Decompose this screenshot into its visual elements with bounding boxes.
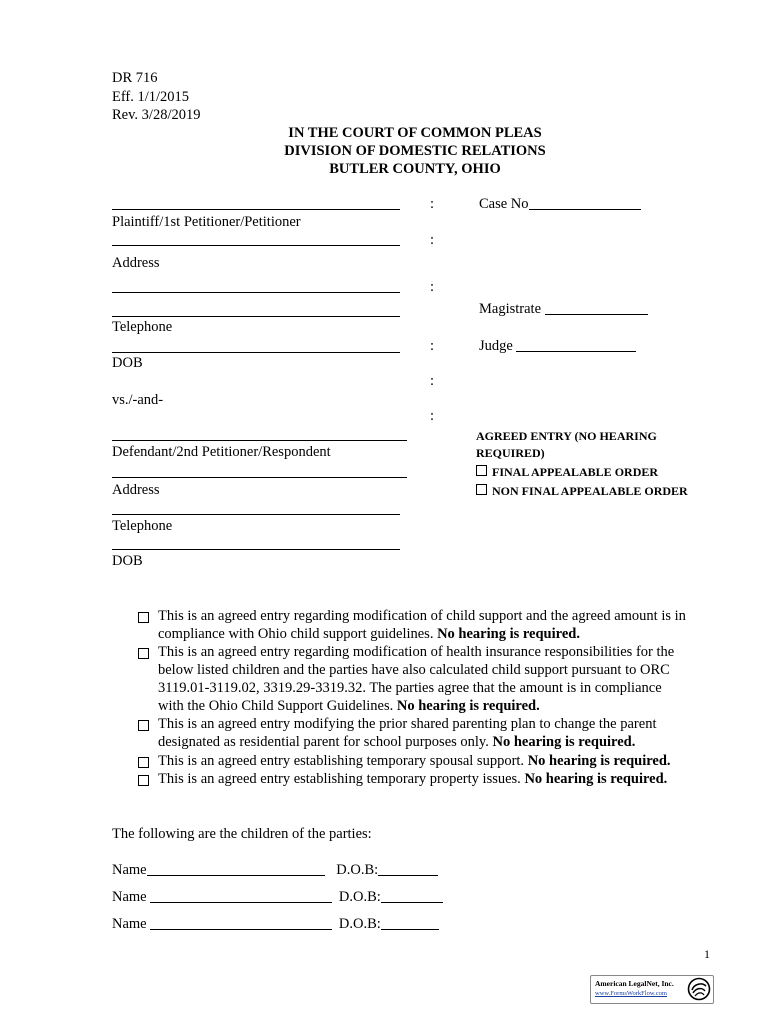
caption-colon: : bbox=[430, 196, 435, 212]
option-text-2-line-4: with the Ohio Child Support Guidelines. No hearing is required. bbox=[158, 698, 540, 714]
caption-colon: : bbox=[430, 279, 435, 295]
plaintiff-telephone-label: Telephone bbox=[112, 319, 173, 335]
option-checkbox-1[interactable] bbox=[138, 612, 149, 623]
publisher-logo bbox=[590, 975, 714, 1004]
plaintiff-dob-line[interactable] bbox=[112, 352, 400, 353]
option-text-3-line-2: designated as residential parent for school purposes only. No hearing is required. bbox=[158, 734, 636, 750]
vs-label: vs./-and- bbox=[112, 392, 164, 408]
defendant-telephone-line[interactable] bbox=[112, 514, 400, 515]
effective-date: Eff. 1/1/2015 bbox=[112, 89, 190, 105]
option-checkbox-5[interactable] bbox=[138, 775, 149, 786]
plaintiff-telephone-line[interactable] bbox=[112, 316, 400, 317]
child-row bbox=[112, 889, 443, 906]
defendant-dob-line[interactable] bbox=[112, 549, 400, 550]
publisher-name: American LegalNet, Inc. bbox=[595, 979, 674, 988]
option-checkbox-3[interactable] bbox=[138, 720, 149, 731]
child-dob-blank[interactable] bbox=[381, 889, 443, 903]
magistrate-field[interactable] bbox=[479, 301, 648, 318]
judge-field[interactable] bbox=[479, 338, 636, 355]
plaintiff-name-line[interactable] bbox=[112, 209, 400, 210]
option-text-3-line-1: This is an agreed entry modifying the prior shared parenting plan to change the parent bbox=[158, 716, 657, 732]
case-number-label: Case No bbox=[479, 196, 529, 212]
child-dob-blank[interactable] bbox=[381, 916, 439, 930]
child-dob-label: D.O.B: bbox=[338, 889, 381, 905]
final-order-option[interactable] bbox=[476, 464, 658, 481]
child-dob-label: D.O.B: bbox=[338, 916, 381, 932]
caption-colon: : bbox=[430, 232, 435, 248]
publisher-website[interactable]: www.FormsWorkFlow.com bbox=[595, 990, 667, 997]
court-name: IN THE COURT OF COMMON PLEAS bbox=[288, 125, 542, 141]
option-text-2-line-1: This is an agreed entry regarding modification of health insurance responsibilities for the bbox=[158, 644, 675, 660]
entry-title-cont: REQUIRED) bbox=[476, 446, 545, 460]
child-name-label: Name bbox=[112, 862, 147, 878]
court-division: DIVISION OF DOMESTIC RELATIONS bbox=[284, 143, 546, 159]
option-text-2-line-2: below listed children and the parties have also calculated child support pursuant to ORC bbox=[158, 662, 670, 678]
defendant-address-line[interactable] bbox=[112, 477, 407, 478]
non-final-order-label: NON FINAL APPEALABLE ORDER bbox=[492, 484, 688, 498]
child-name-blank[interactable] bbox=[150, 889, 332, 903]
final-order-label: FINAL APPEALABLE ORDER bbox=[492, 465, 659, 479]
child-name-blank[interactable] bbox=[150, 916, 332, 930]
defendant-name-line[interactable] bbox=[112, 440, 407, 441]
magistrate-blank[interactable] bbox=[545, 301, 648, 315]
plaintiff-address-label: Address bbox=[112, 255, 160, 271]
option-checkbox-2[interactable] bbox=[138, 648, 149, 659]
form-id: DR 716 bbox=[112, 70, 158, 86]
option-text-5: This is an agreed entry establishing temporary property issues. No hearing is required. bbox=[158, 771, 668, 787]
page-number: 1 bbox=[704, 947, 710, 961]
caption-colon: : bbox=[430, 373, 435, 389]
final-order-checkbox[interactable] bbox=[476, 465, 487, 476]
child-row bbox=[112, 862, 438, 879]
plaintiff-label: Plaintiff/1st Petitioner/Petitioner bbox=[112, 214, 301, 230]
case-number-blank[interactable] bbox=[529, 196, 641, 210]
child-dob-label: D.O.B: bbox=[336, 862, 379, 878]
defendant-telephone-label: Telephone bbox=[112, 518, 173, 534]
judge-label: Judge bbox=[479, 338, 513, 354]
case-number-field[interactable] bbox=[479, 196, 641, 213]
child-name-label: Name bbox=[112, 889, 147, 905]
plaintiff-address-line-2[interactable] bbox=[112, 292, 400, 293]
magistrate-label: Magistrate bbox=[479, 301, 542, 317]
non-final-order-checkbox[interactable] bbox=[476, 484, 487, 495]
defendant-label: Defendant/2nd Petitioner/Respondent bbox=[112, 444, 331, 460]
option-text-4: This is an agreed entry establishing temporary spousal support. No hearing is required. bbox=[158, 753, 671, 769]
plaintiff-dob-label: DOB bbox=[112, 355, 143, 371]
child-row bbox=[112, 916, 439, 933]
judge-blank[interactable] bbox=[516, 338, 636, 352]
caption-colon: : bbox=[430, 408, 435, 424]
entry-title: AGREED ENTRY (NO HEARING bbox=[476, 429, 657, 443]
child-dob-blank[interactable] bbox=[378, 862, 438, 876]
revised-date: Rev. 3/28/2019 bbox=[112, 107, 201, 123]
option-text-1-line-2: compliance with Ohio child support guidelines. No hearing is required. bbox=[158, 626, 580, 642]
defendant-dob-label: DOB bbox=[112, 553, 143, 569]
caption-colon: : bbox=[430, 338, 435, 354]
children-intro: The following are the children of the parties: bbox=[112, 826, 372, 842]
globe-swirl-icon bbox=[687, 977, 711, 1001]
child-name-blank[interactable] bbox=[147, 862, 325, 876]
plaintiff-address-line-1[interactable] bbox=[112, 245, 400, 246]
option-text-2-line-3: 3119.01-3119.02, 3319.29-3319.32. The parties agree that the amount is in compliance bbox=[158, 680, 662, 696]
option-text-1-line-1: This is an agreed entry regarding modification of child support and the agreed amount is in bbox=[158, 608, 686, 624]
child-name-label: Name bbox=[112, 916, 147, 932]
option-checkbox-4[interactable] bbox=[138, 757, 149, 768]
court-county: BUTLER COUNTY, OHIO bbox=[329, 161, 501, 177]
defendant-address-label: Address bbox=[112, 482, 160, 498]
non-final-order-option[interactable] bbox=[476, 483, 688, 500]
